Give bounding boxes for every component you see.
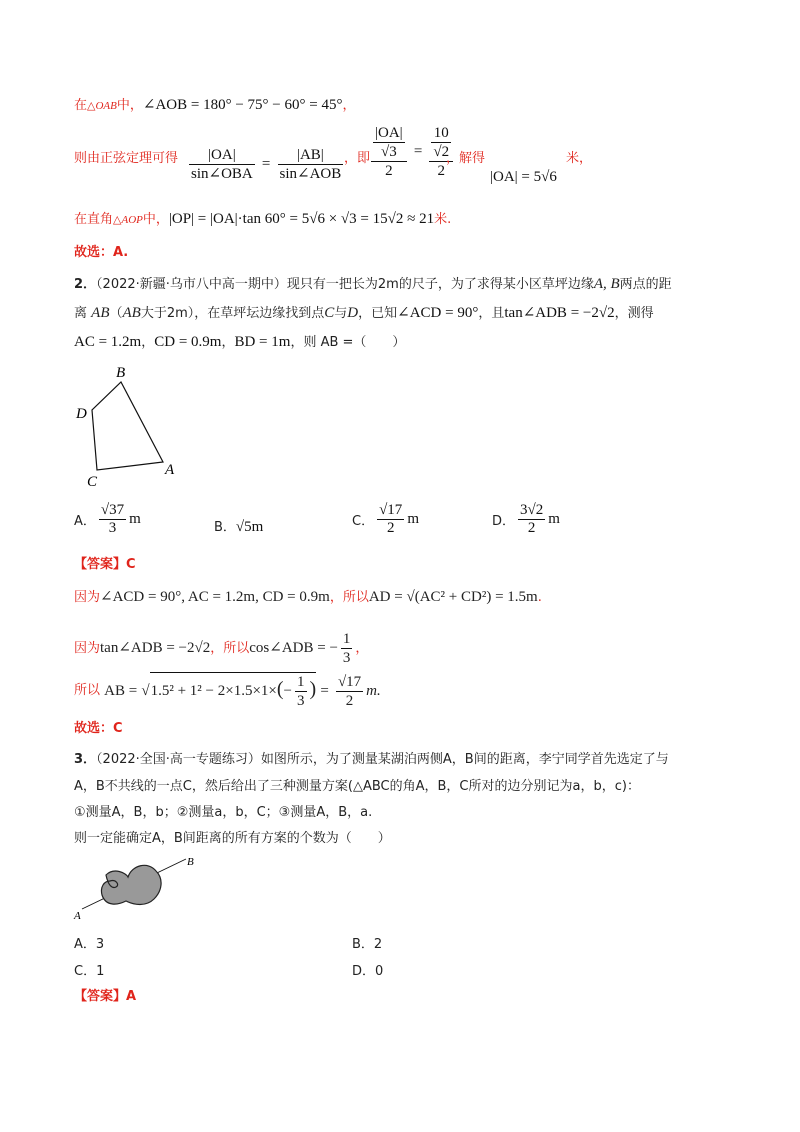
lake-shape [101, 865, 161, 904]
q3-option-d[interactable]: D．0 [352, 964, 384, 979]
q2-option-a[interactable]: A． $\frac{√37}{3}$ m [74, 502, 141, 536]
q3-option-b[interactable]: B．2 [352, 937, 383, 952]
q3-option-a[interactable]: A．3 [74, 937, 105, 952]
label-c: C [87, 474, 98, 490]
lake-label-a: A [74, 910, 81, 922]
solution-line-2: 则由正弦定理可得 [74, 151, 179, 166]
oa-result: |OA| = 5√6 [490, 169, 557, 185]
q2-answer-label: 【答案】C [74, 557, 136, 572]
q3-answer-label: 【答案】A [74, 989, 137, 1004]
op-equation: |OP| = |OA|·tan 60° = 5√6 × √3 = 15√2 ≈ 21 [168, 211, 435, 227]
sine-law-fractions: $\frac{|OA|}{\text{sin∠OBA}}$ = $\frac{|AB|}{\text{sin∠AOB}}$ [191, 147, 342, 182]
solution-line-1: 在△OAB中，∠AOB = 180° − 75° − 60° = 45°， [74, 97, 356, 113]
q2-line-2: 离 AB（AB大于2m），在草坪坛边缘找到点C与D，已知∠ACD = 90°，且tan∠ADB = −2√2，测得 [74, 305, 654, 321]
q2-option-b[interactable]: B．√5m [214, 519, 264, 535]
q3-line-1: 3．（2022·全国·高一专题练习）如图所示，为了测量某湖泊两侧A，B间的距离，李宁同学首先选定了与 [74, 752, 669, 767]
q3-line-3: ①测量A，B，b；②测量a，b，C；③测量A，B，a. [74, 805, 373, 820]
q2-line-1: 2．（2022·新疆·乌市八中高一期中）现只有一把长为2m的尺子，为了求得某小区草坪边缘A, B两点的距 [74, 276, 672, 292]
label-d: D [76, 406, 87, 422]
q2-option-d[interactable]: D． $\frac{3√2}{2}$ m [492, 502, 560, 536]
label-b: B [116, 365, 126, 381]
q2-solution-2: 因为tan∠ADB = −2√2，所以cos∠ADB = − $\frac{1}{3}$ ， [74, 631, 369, 666]
q2-solution-3: 所以 AB = √1.5² + 1² − 2×1.5×1×(− $\frac{1}{3}$ ) = $\frac{√17}{2}$ m. [74, 673, 381, 709]
q2-option-c[interactable]: C． $\frac{√17}{2}$ m [352, 502, 419, 536]
label-a: A [165, 462, 175, 478]
q3-line-4: 则一定能确定A，B间距离的所有方案的个数为（ ） [74, 831, 391, 846]
choice-line: 故选：A. [74, 245, 129, 260]
q2-line-3: AC = 1.2m，CD = 0.9m，BD = 1m，则 AB =（ ） [74, 334, 406, 350]
lake-label-b: B [187, 856, 194, 868]
q2-solution-1: 因为∠ACD = 90°, AC = 1.2m, CD = 0.9m，所以AD = √(AC² + CD²) = 1.5m. [74, 589, 542, 605]
solution-line-3: 在直角△AOP中，|OP| = |OA|·tan 60° = 5√6 × √3 = 15√2 ≈ 21米. [74, 211, 452, 227]
q3-option-c[interactable]: C．1 [74, 964, 105, 979]
q2-quadrilateral-figure [70, 360, 190, 490]
q3-line-2: A，B不共线的一点C，然后给出了三种测量方案(△ABC的角A，B，C所对的边分别记为a，b，c)： [74, 779, 640, 794]
compound-fractions: $\frac{\frac{|OA|}{√3}}{2}$ = $\frac{\frac{10}{√2}}{2}$ [368, 124, 456, 180]
quadrilateral-abcd [92, 382, 163, 470]
q2-choice: 故选：C [74, 721, 123, 736]
q3-lake-figure [70, 855, 200, 925]
angle-aob-equation: ∠AOB = 180° − 75° − 60° = 45° [142, 97, 343, 113]
